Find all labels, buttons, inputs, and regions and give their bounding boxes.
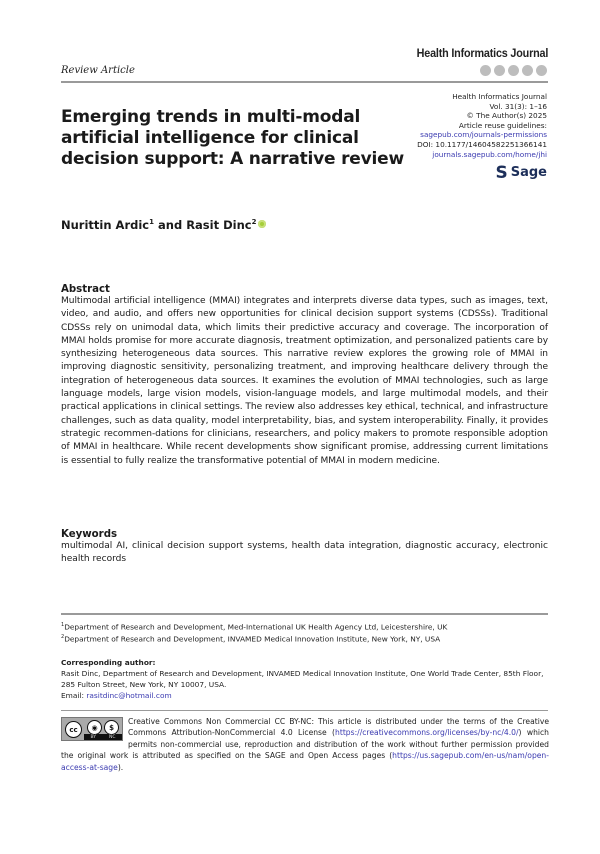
author-list xyxy=(61,218,266,232)
dot-icon xyxy=(494,65,505,76)
affiliation-item xyxy=(61,632,447,644)
author-name: Nurittin Ardic xyxy=(61,218,150,232)
abstract-section xyxy=(61,284,548,468)
meta-copyright: © The Author(s) 2025 xyxy=(466,111,547,121)
affiliation-marker: 2 xyxy=(61,634,65,641)
license-rule xyxy=(61,710,548,711)
open-access-link[interactable]: https://us.sagepub.com/en-us/nam/open-access-at-sage xyxy=(61,751,549,772)
license-link[interactable]: https://creativecommons.org/licenses/by-nc/4.0/ xyxy=(335,728,519,738)
affiliation-text: Department of Research and Development, INVAMED Medical Innovation Institute, New York, NY, USA xyxy=(64,634,441,644)
header-rule xyxy=(61,81,548,83)
journal-name: Health Informatics Journal xyxy=(416,46,548,60)
nc-label: NC xyxy=(109,734,116,740)
meta-journal: Health Informatics Journal xyxy=(452,92,547,101)
dot-icon xyxy=(536,65,547,76)
license-notice xyxy=(61,716,549,773)
keywords-text: multimodal AI, clinical decision support systems, health data integration, diagnostic accuracy, electronic health records xyxy=(61,541,548,565)
corresponding-text: Rasit Dinc, Department of Research and Development, INVAMED Medical Innovation Institute, One World Trade Center, 85th Floor, 285 Fulton Street, New York, NY 10007, USA. xyxy=(61,669,544,689)
reuse-link[interactable]: sagepub.com/journals-permissions xyxy=(420,130,547,140)
abstract-text: Multimodal artificial intelligence (MMAI) integrates and interprets diverse data types, such as images, text, video, and audio, and offers new opportunities for clinical decision support systems (CDSSs). Traditional CDSSs rely on unimodal data, which limits their predictive accuracy and coverage. The incorporation of MMAI holds promise for more accurate diagnosis, treatment optimization, and personalized patients care by synthesizing heterogeneous data sources. This narrative review explores the growing role of MMAI in improving diagnostic sensitivity, personalizing treatment, and improving healthcare delivery through the integration of heterogeneous data sources. It examines the evolution of MMAI technologies, such as large language models, large vision models, vision-language models, and large multimodal models, and their practical applications in clinical settings. The review also addresses key ethical, technical, and infrastructure challenges, such as data quality, model interpretability, bias, and system interoperability. Finally, it provides strategic recommen-dations for clinicians, researchers, and policy makers to promote responsible adoption of MMAI in healthcare. While recent developments show significant promise, addressing current limitations is essential to fully realize the transformative potential of MMAI in modern medicine. xyxy=(61,296,548,466)
cc-icon: cc xyxy=(65,721,82,738)
meta-volume: Vol. 31(3): 1–16 xyxy=(489,101,547,111)
dot-icon xyxy=(508,65,519,76)
email-line xyxy=(61,690,551,701)
by-person-icon: ◉ xyxy=(87,720,102,735)
email-label: Email: xyxy=(61,691,87,700)
publisher-logo xyxy=(495,162,547,183)
email-link[interactable]: rasitdinc@hotmail.com xyxy=(86,691,172,700)
nc-dollar-icon: $ xyxy=(104,720,119,735)
license-text: Creative Commons Non Commercial CC BY-NC: This article is distributed under the terms of the Creative Commons Attribution-NonCommercial 4.0 License ( xyxy=(128,717,549,738)
orcid-icon[interactable] xyxy=(258,220,266,228)
license-text: ). xyxy=(117,762,124,772)
author-joiner: and xyxy=(154,218,187,232)
footnote-rule xyxy=(61,613,548,615)
license-text: ) which permits non-commercial use, reproduction and distribution of the work without further permission provided the original work is attributed as specified on the SAGE and Open Access pages ( xyxy=(61,728,549,761)
cc-label-bar xyxy=(84,734,122,740)
meta-doi: DOI: 10.1177/14604582251366141 xyxy=(417,139,547,149)
journal-meta xyxy=(417,92,547,159)
by-label: BY xyxy=(90,734,97,740)
affiliations xyxy=(61,620,447,645)
corresponding-heading: Corresponding author: xyxy=(61,658,156,667)
article-title: Emerging trends in multi-modal artificial intelligence for clinical decision support: A narrative review xyxy=(61,107,404,169)
author-name: Rasit Dinc xyxy=(186,218,252,232)
affiliation-item xyxy=(61,620,447,632)
keywords-heading: Keywords xyxy=(61,529,118,540)
affiliation-marker: 1 xyxy=(149,218,154,227)
cc-by-nc-logo xyxy=(61,717,123,741)
affiliation-marker: 1 xyxy=(61,622,65,628)
dot-icon xyxy=(522,65,533,76)
publisher-name: Sage xyxy=(510,165,547,180)
meta-reuse-label: Article reuse guidelines: xyxy=(458,120,547,130)
journal-dots-logo xyxy=(480,65,547,76)
affiliation-marker: 2 xyxy=(251,218,257,227)
corresponding-author xyxy=(61,657,551,701)
abstract-heading: Abstract xyxy=(61,284,110,295)
article-type: Review Article xyxy=(61,65,135,76)
affiliation-text: Department of Research and Development, Med-International UK Health Agency Ltd, Leicestershire, UK xyxy=(64,622,448,632)
dot-icon xyxy=(480,65,491,76)
keywords-section xyxy=(61,529,548,567)
sage-s-icon: S xyxy=(495,162,508,183)
journal-link[interactable]: journals.sagepub.com/home/jhi xyxy=(432,149,547,159)
